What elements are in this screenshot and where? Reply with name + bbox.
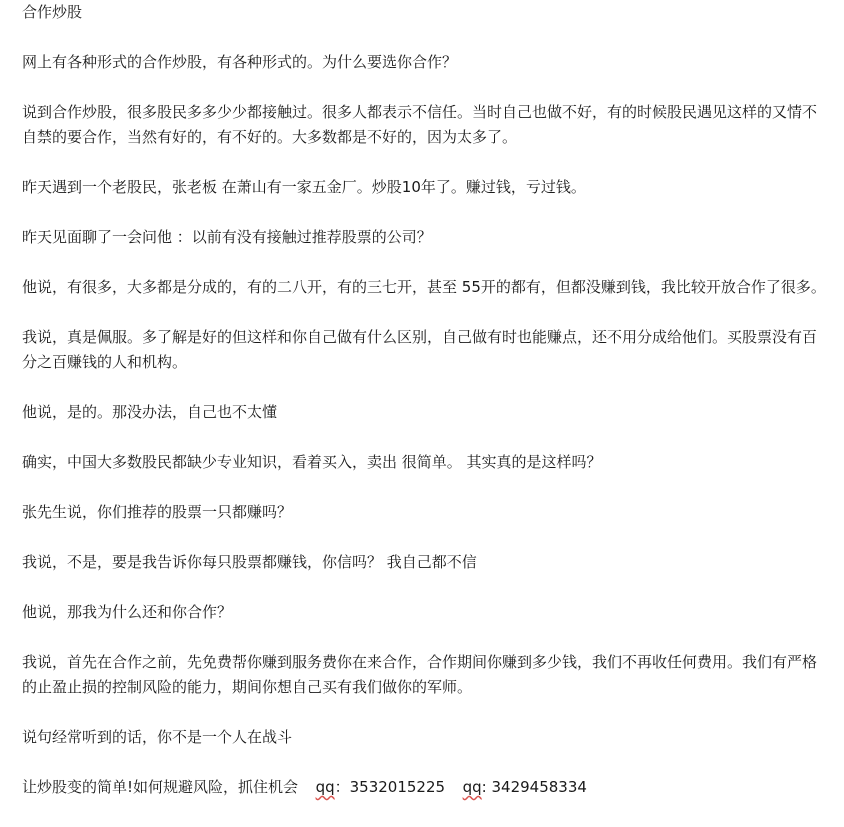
qq-label-1: qq <box>315 778 335 796</box>
paragraph: 我说，真是佩服。多了解是好的但这样和你自己做有什么区别，自己做有时也能赚点，还不用分成给他们。买股票没有百分之百赚钱的人和机构。 <box>22 328 818 371</box>
paragraph: 他说，那我为什么还和你合作？ <box>22 603 233 621</box>
qq-label-2: qq <box>462 778 482 796</box>
paragraph: 他说，有很多，大多都是分成的，有的二八开，有的三七开，甚至 55开的都有，但都没赚到钱，我比较开放合作了很多。 <box>22 278 826 296</box>
contact-lead: 让炒股变的简单!如何规避风险，抓住机会 <box>22 778 299 796</box>
contact-line <box>22 775 830 800</box>
paragraph: 网上有各种形式的合作炒股，有各种形式的。为什么要选你合作？ <box>22 53 458 71</box>
paragraph: 他说，是的。那没办法，自己也不太懂 <box>22 403 278 421</box>
paragraph: 昨天遇到一个老股民，张老板 在萧山有一家五金厂。炒股10年了。赚过钱，亏过钱。 <box>22 178 586 196</box>
paragraph: 我说，首先在合作之前，先免费帮你赚到服务费你在来合作，合作期间你赚到多少钱，我们不再收任何费用。我们有严格的止盈止损的控制风险的能力，期间你想自己买有我们做你的军师。 <box>22 653 818 696</box>
qq-number-2: : 3429458334 <box>481 778 587 796</box>
paragraph: 我说，不是，要是我告诉你每只股票都赚钱，你信吗？ 我自己都不信 <box>22 553 477 571</box>
paragraph: 张先生说，你们推荐的股票一只都赚吗？ <box>22 503 293 521</box>
paragraph: 昨天见面聊了一会问他 ：以前有没有接触过推荐股票的公司？ <box>22 228 432 246</box>
paragraph: 说句经常听到的话，你不是一个人在战斗 <box>22 728 293 746</box>
document-title: 合作炒股 <box>22 3 83 21</box>
paragraph: 确实，中国大多数股民都缺少专业知识，看着买入，卖出 很简单。 其实真的是这样吗？ <box>22 453 602 471</box>
paragraph: 说到合作炒股，很多股民多多少少都接触过。很多人都表示不信任。当时自己也做不好，有的时候股民遇见这样的又情不自禁的要合作，当然有好的，有不好的。大多数都是不好的，因为太多了。 <box>22 103 818 146</box>
qq-number-1: ：3532015225 <box>334 778 446 796</box>
